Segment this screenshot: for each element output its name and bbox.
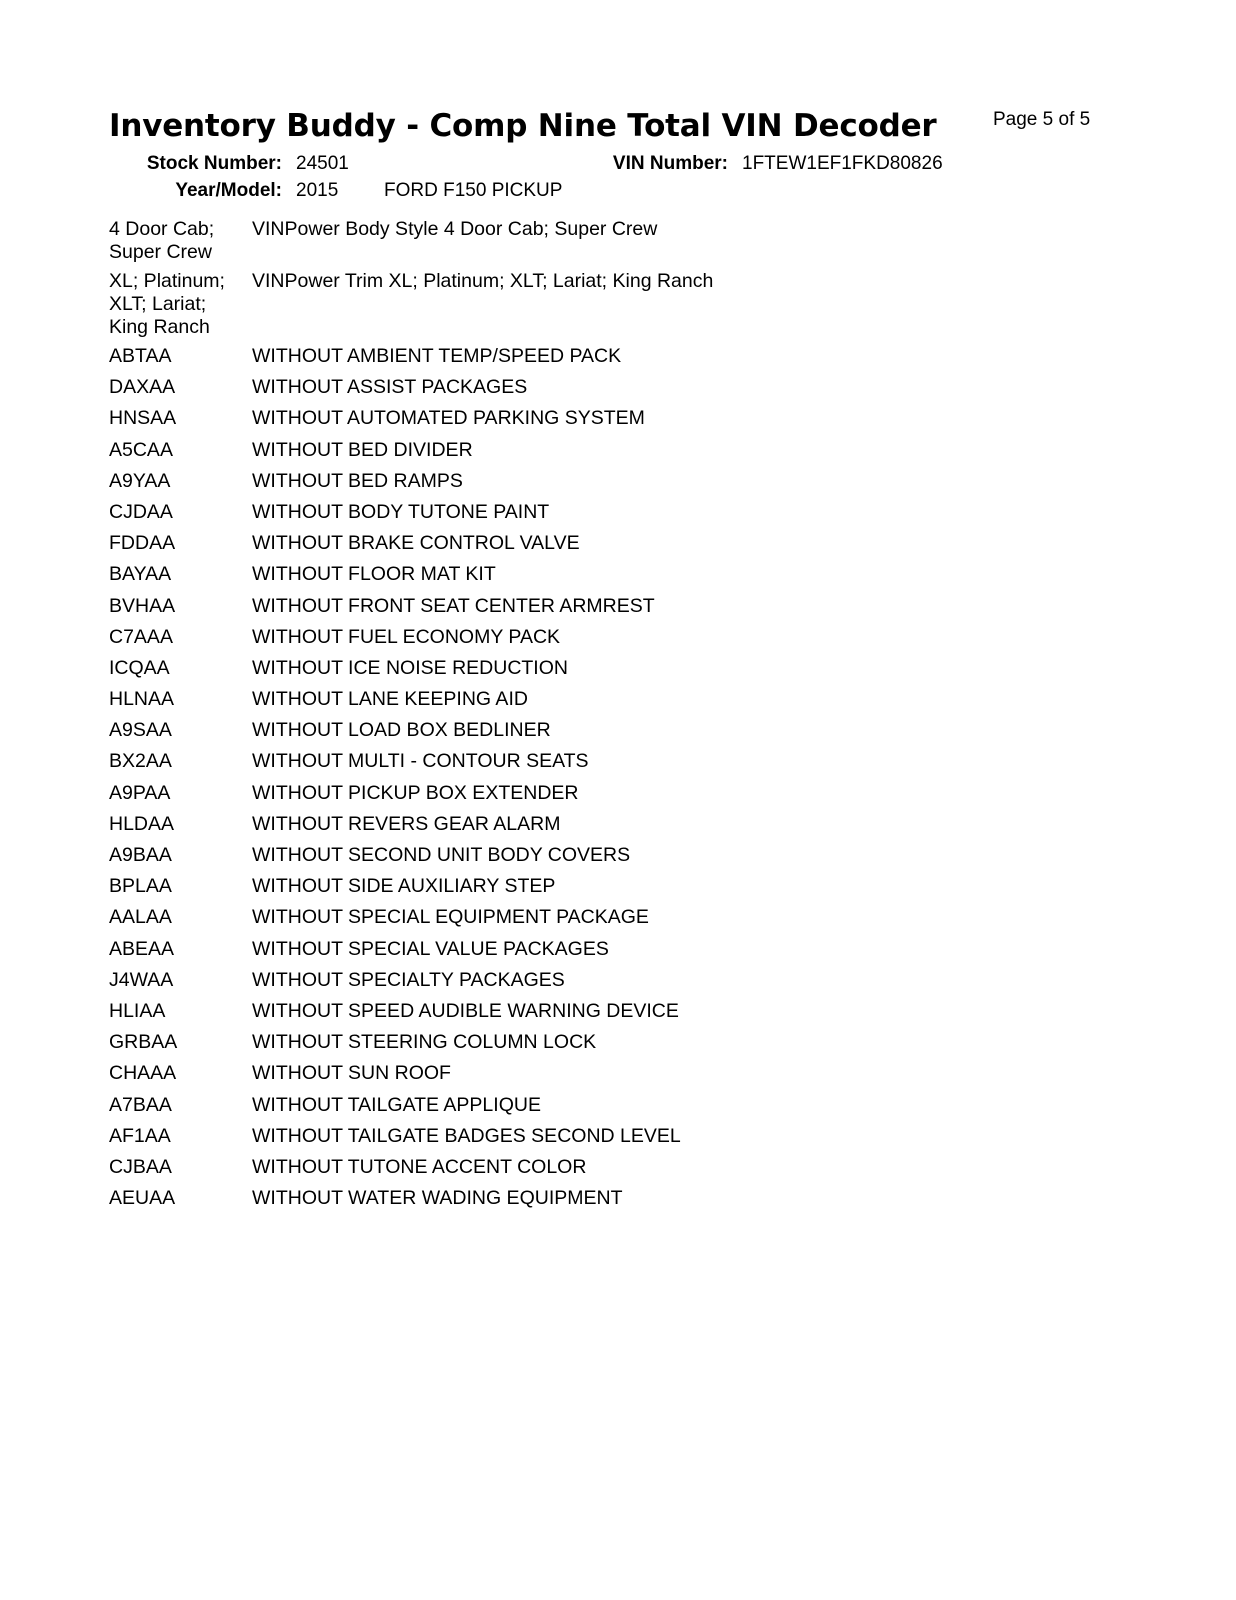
- option-code: CHAAA: [109, 1062, 177, 1085]
- option-code: AF1AA: [109, 1124, 171, 1147]
- list-item: [109, 407, 1109, 438]
- option-code: BX2AA: [109, 750, 172, 773]
- list-item: [109, 1125, 1109, 1156]
- option-description: WITHOUT STEERING COLUMN LOCK: [252, 1031, 597, 1054]
- option-code: HLDAA: [109, 812, 175, 835]
- list-item: [109, 657, 1109, 688]
- list-item: [109, 1094, 1109, 1125]
- year-model-label: Year/Model:: [175, 180, 282, 201]
- list-item: [109, 906, 1109, 937]
- option-code: BPLAA: [109, 875, 172, 898]
- option-code: HNSAA: [109, 407, 177, 430]
- list-item: [109, 969, 1109, 1000]
- option-code: A5CAA: [109, 438, 173, 461]
- list-item: [109, 345, 1109, 376]
- model-value: FORD F150 PICKUP: [384, 180, 563, 201]
- option-description: WITHOUT PICKUP BOX EXTENDER: [252, 781, 579, 804]
- page-title: Inventory Buddy - Comp Nine Total VIN Decoder: [109, 108, 937, 144]
- option-code: BAYAA: [109, 563, 172, 586]
- option-description: WITHOUT BRAKE CONTROL VALVE: [252, 532, 580, 555]
- option-code: ABEAA: [109, 937, 175, 960]
- option-description: WITHOUT REVERS GEAR ALARM: [252, 812, 561, 835]
- list-item: [109, 1062, 1109, 1093]
- list-item: [109, 719, 1109, 750]
- option-rows: [109, 345, 1109, 1218]
- list-item: [109, 1031, 1109, 1062]
- option-description: WITHOUT AUTOMATED PARKING SYSTEM: [252, 407, 645, 430]
- option-description: WITHOUT WATER WADING EQUIPMENT: [252, 1187, 623, 1210]
- option-code: J4WAA: [109, 968, 174, 991]
- year-value: 2015: [296, 180, 339, 201]
- option-code: ICQAA: [109, 656, 170, 679]
- option-description: WITHOUT LOAD BOX BEDLINER: [252, 719, 551, 742]
- stock-number-value: 24501: [296, 153, 349, 174]
- option-description: WITHOUT ASSIST PACKAGES: [252, 376, 528, 399]
- list-item: [109, 439, 1109, 470]
- option-code: GRBAA: [109, 1031, 178, 1054]
- option-code: C7AAA: [109, 625, 173, 648]
- option-code: A9YAA: [109, 469, 171, 492]
- option-description: WITHOUT SPECIALTY PACKAGES: [252, 968, 565, 991]
- list-item: [109, 376, 1109, 407]
- option-description: WITHOUT ICE NOISE REDUCTION: [252, 656, 568, 679]
- option-description: WITHOUT SECOND UNIT BODY COVERS: [252, 844, 631, 866]
- option-description: WITHOUT TUTONE ACCENT COLOR: [252, 1155, 587, 1178]
- option-code: BVHAA: [109, 594, 176, 617]
- option-description: WITHOUT SPEED AUDIBLE WARNING DEVICE: [252, 999, 679, 1022]
- option-code: XL; Platinum; XLT; Lariat; King Ranch: [109, 270, 225, 338]
- option-description: WITHOUT AMBIENT TEMP/SPEED PACK: [252, 345, 622, 367]
- page-number: Page 5 of 5: [993, 109, 1091, 130]
- list-item: [109, 782, 1109, 813]
- list-item: [109, 844, 1109, 875]
- option-description: VINPower Body Style 4 Door Cab; Super Crew: [252, 218, 658, 240]
- option-code: DAXAA: [109, 376, 176, 399]
- option-description: WITHOUT BODY TUTONE PAINT: [252, 500, 550, 523]
- list-item: [109, 470, 1109, 501]
- option-code: HLIAA: [109, 999, 166, 1022]
- option-code: A9BAA: [109, 844, 172, 866]
- list-item: [109, 688, 1109, 719]
- option-code: HLNAA: [109, 688, 175, 711]
- option-description: WITHOUT SIDE AUXILIARY STEP: [252, 875, 556, 898]
- option-description: WITHOUT FLOOR MAT KIT: [252, 563, 496, 586]
- option-list: [109, 218, 1109, 1218]
- option-description: WITHOUT LANE KEEPING AID: [252, 688, 528, 711]
- option-code: AALAA: [109, 906, 172, 929]
- list-item: [109, 626, 1109, 657]
- option-code: 4 Door Cab; Super Crew: [109, 218, 215, 263]
- list-item: [109, 813, 1109, 844]
- list-item: [109, 218, 1109, 264]
- list-item: [109, 1000, 1109, 1031]
- option-description: WITHOUT TAILGATE BADGES SECOND LEVEL: [252, 1124, 681, 1147]
- list-item: [109, 501, 1109, 532]
- list-item: [109, 532, 1109, 563]
- option-description: WITHOUT BED DIVIDER: [252, 438, 473, 461]
- list-item: [109, 1187, 1109, 1218]
- option-code: FDDAA: [109, 532, 176, 555]
- option-code: A9SAA: [109, 719, 172, 742]
- option-code: ABTAA: [109, 345, 172, 367]
- option-code: AEUAA: [109, 1187, 176, 1210]
- option-description: WITHOUT FUEL ECONOMY PACK: [252, 625, 561, 648]
- vin-number-value: 1FTEW1EF1FKD80826: [742, 153, 943, 174]
- option-description: WITHOUT MULTI - CONTOUR SEATS: [252, 750, 589, 773]
- list-item: [109, 270, 1109, 339]
- list-item: [109, 595, 1109, 626]
- vin-number-label: VIN Number:: [612, 153, 728, 174]
- option-description: WITHOUT SUN ROOF: [252, 1062, 451, 1085]
- list-item: [109, 875, 1109, 906]
- option-code: A9PAA: [109, 781, 171, 804]
- option-code: A7BAA: [109, 1093, 172, 1116]
- option-description: WITHOUT SPECIAL VALUE PACKAGES: [252, 937, 609, 960]
- option-description: WITHOUT FRONT SEAT CENTER ARMREST: [252, 594, 655, 617]
- option-description: WITHOUT TAILGATE APPLIQUE: [252, 1093, 541, 1116]
- list-item: [109, 563, 1109, 594]
- list-item: [109, 1156, 1109, 1187]
- option-description: VINPower Trim XL; Platinum; XLT; Lariat; King Ranch: [252, 270, 714, 292]
- option-description: WITHOUT SPECIAL EQUIPMENT PACKAGE: [252, 906, 649, 929]
- option-code: CJDAA: [109, 500, 173, 523]
- list-item: [109, 938, 1109, 969]
- stock-number-label: Stock Number:: [146, 153, 282, 174]
- list-item: [109, 750, 1109, 781]
- option-description: WITHOUT BED RAMPS: [252, 469, 463, 492]
- option-code: CJBAA: [109, 1155, 172, 1178]
